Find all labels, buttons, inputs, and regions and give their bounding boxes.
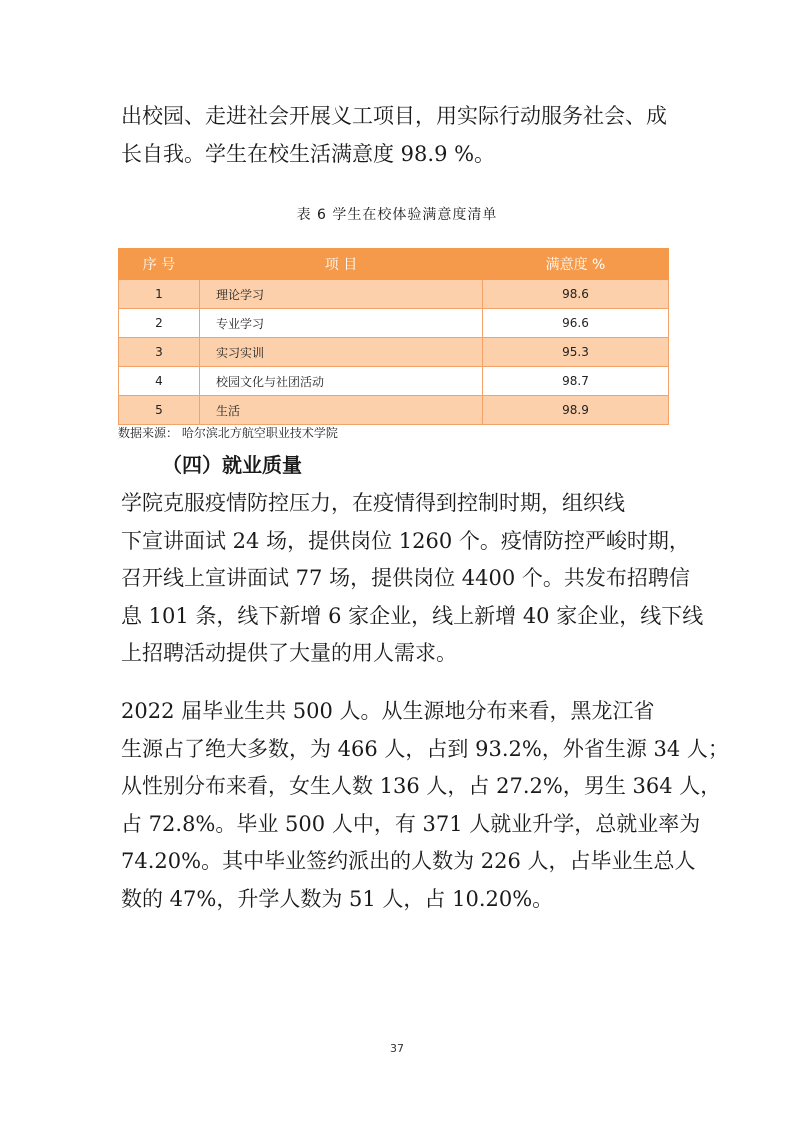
row-index: 2 bbox=[119, 309, 200, 338]
row-item: 专业学习 bbox=[200, 309, 483, 338]
row-value: 95.3 bbox=[483, 338, 669, 367]
table-source-note: 数据来源： 哈尔滨北方航空职业技术学院 bbox=[118, 426, 338, 440]
paragraph-line: 息 101 条，线下新增 6 家企业，线上新增 40 家企业，线下线 bbox=[121, 603, 704, 628]
row-item: 理论学习 bbox=[200, 280, 483, 309]
table-caption: 表 6 学生在校体验满意度清单 bbox=[296, 207, 498, 223]
row-index: 4 bbox=[119, 367, 200, 396]
header-satisfaction: 满意度 % bbox=[483, 249, 669, 280]
row-item: 校园文化与社团活动 bbox=[200, 367, 483, 396]
table-row bbox=[119, 280, 669, 309]
paragraph-line: 召开线上宣讲面试 77 场，提供岗位 4400 个。共发布招聘信 bbox=[121, 566, 690, 590]
paragraph-line: 从性别分布来看，女生人数 136 人，占 27.2%，男生 364 人， bbox=[121, 774, 722, 798]
paragraph-line: 74.20%。其中毕业签约派出的人数为 226 人，占毕业生总人 bbox=[121, 849, 696, 873]
row-item: 实习实训 bbox=[200, 338, 483, 367]
intro-line-1: 出校园、走进社会开展义工项目，用实际行动服务社会、成 bbox=[121, 104, 667, 128]
table-row bbox=[119, 396, 669, 425]
paragraph-line: 生源占了绝大多数，为 466 人，占到 93.2%，外省生源 34 人； bbox=[121, 736, 729, 761]
row-value: 98.6 bbox=[483, 280, 669, 309]
paragraph-line: 下宣讲面试 24 场，提供岗位 1260 个。疫情防控严峻时期， bbox=[121, 528, 690, 553]
table-header-row bbox=[119, 249, 669, 280]
row-value: 98.9 bbox=[483, 396, 669, 425]
row-index: 1 bbox=[119, 280, 200, 309]
row-item: 生活 bbox=[200, 396, 483, 425]
row-value: 98.7 bbox=[483, 367, 669, 396]
satisfaction-table bbox=[118, 248, 669, 425]
intro-line-2: 长自我。学生在校生活满意度 98.9 %。 bbox=[121, 141, 496, 166]
section-heading: （四）就业质量 bbox=[162, 453, 302, 477]
paragraph-line: 2022 届毕业生共 500 人。从生源地分布来看，黑龙江省 bbox=[121, 699, 655, 723]
paragraph-line: 上招聘活动提供了大量的用人需求。 bbox=[121, 641, 457, 665]
row-index: 5 bbox=[119, 396, 200, 425]
header-item: 项 目 bbox=[200, 249, 483, 280]
paragraph-employment-recruitment bbox=[121, 485, 704, 673]
table-row bbox=[119, 309, 669, 338]
table-row bbox=[119, 338, 669, 367]
paragraph-line: 占 72.8%。毕业 500 人中，有 371 人就业升学，总就业率为 bbox=[121, 811, 701, 836]
table-row bbox=[119, 367, 669, 396]
paragraph-graduate-statistics bbox=[121, 693, 729, 918]
paragraph-line: 数的 47%，升学人数为 51 人，占 10.20%。 bbox=[121, 886, 554, 911]
page-number: 37 bbox=[390, 1042, 404, 1055]
header-index: 序 号 bbox=[119, 249, 200, 280]
paragraph-line: 学院克服疫情防控压力，在疫情得到控制时期，组织线 bbox=[121, 491, 625, 515]
row-value: 96.6 bbox=[483, 309, 669, 338]
intro-paragraph bbox=[121, 98, 673, 173]
row-index: 3 bbox=[119, 338, 200, 367]
